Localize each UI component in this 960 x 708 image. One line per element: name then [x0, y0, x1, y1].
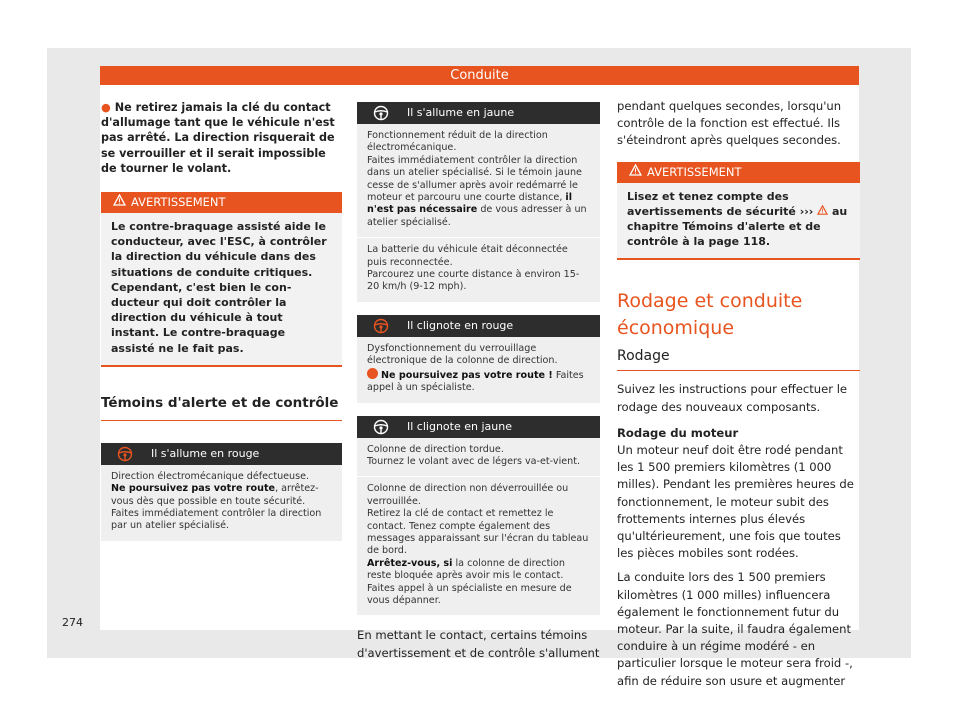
indicator-line: Fonctionnement réduit de la direction électromécanique. [367, 130, 548, 154]
indicator-text: Faites appel à un spécialiste. [367, 369, 584, 394]
indicator-body [357, 477, 600, 615]
bullet-paragraph [101, 100, 342, 176]
bullet-dot-icon: ● [101, 101, 111, 114]
indicator-title: Il clignote en jaune [407, 419, 512, 433]
indicator-body [357, 438, 600, 477]
indicator-line: Retirez la clé de contact et remettez le contact. Tenez compte également des messages apparaissant sur l'écran du tableau de bord. [367, 508, 589, 557]
indicator-text: la colonne de direction reste bloquée après avoir mis le contact. Faites appel à un spécialiste en mesure de vous dépanner. [367, 557, 572, 606]
indicator-title: Il s'allume en rouge [151, 446, 260, 460]
indicator-line [367, 155, 590, 229]
indicator-bold: il n'est pas nécessaire [367, 192, 572, 216]
warning-title: AVERTISSEMENT [131, 195, 226, 210]
indicator-yellow [357, 102, 600, 302]
subtitle: Rodage [617, 348, 860, 371]
indicator-blink-yellow [357, 416, 600, 616]
column-2 [357, 102, 600, 662]
steering-wheel-icon [117, 446, 133, 470]
indicator-bold: Arrêtez-vous, si [367, 557, 453, 569]
indicator-body [357, 337, 600, 403]
warning-text-part: Lisez et tenez compte des avertissements de sécurité ››› [627, 189, 814, 218]
indicator-line [367, 558, 590, 608]
column-3 [617, 98, 860, 690]
indicator-line: Colonne de direction non déverrouillée ou verrouillée. [367, 483, 569, 507]
indicator-body [101, 465, 342, 541]
body-paragraph: pendant quelques secondes, lorsqu'un contrôle de la fonction est effectué. Ils s'éteindront après quelques secondes. [617, 99, 842, 148]
column-1 [101, 96, 342, 541]
indicator-blink-red [357, 315, 600, 403]
indicator-text: Faites immédiatement contrôler la direction dans un atelier spécialisé. Si le témoin jaune cesse de s'allumer après avoir redémarré le moteur et parcouru une courte distance, [367, 154, 582, 204]
bullet-text: Ne retirez jamais la clé du contact d'allumage tant que le véhicule n'est pas arrêté. La direction risquerait de se verrouiller et il serait impossible de tourner le volant. [101, 101, 335, 175]
indicator-line [367, 368, 590, 395]
main-title: Rodage et conduite économique [617, 290, 803, 340]
indicator-body [357, 124, 600, 237]
indicator-line: La batterie du véhicule était déconnectée puis reconnectée. [367, 244, 568, 268]
warning-header [101, 192, 342, 213]
steering-wheel-icon [373, 105, 389, 129]
bold-heading: Rodage du moteur [617, 425, 739, 440]
indicator-line: Faites immédiatement contrôler la direction par un atelier spécialisé. [111, 508, 322, 532]
indicator-text: de vous adresser à un atelier spécialisé. [367, 204, 587, 228]
indicator-title: Il clignote en rouge [407, 318, 514, 332]
indicator-header [357, 315, 600, 337]
indicator-text: , arrêtez-vous dès que possible en toute sécurité. [111, 483, 319, 507]
section-title: Témoins d'alerte et de contrôle [101, 395, 342, 421]
page-number: 274 [62, 616, 83, 629]
body-paragraph: La conduite lors des 1 500 premiers kilomètres (1 000 milles) influencera également le fonctionnement futur du moteur. Par la suite, il faudra également conduire à un régime modéré - en particulier lorsque le moteur sera froid -, afin de réduire son usure et augmenter [617, 570, 853, 688]
indicator-header [101, 443, 342, 465]
warning-triangle-icon [113, 192, 126, 213]
indicator-line: Colonne de direction tordue. [367, 443, 504, 455]
warning-title: AVERTISSEMENT [647, 164, 742, 179]
warning-box [617, 162, 860, 261]
indicator-red [101, 443, 342, 541]
indicator-body [357, 238, 600, 302]
indicator-title: Il s'allume en jaune [407, 106, 515, 119]
indicator-bold: Ne poursuivez pas votre route ! [381, 369, 553, 381]
warning-triangle-icon [817, 205, 828, 218]
chapter-header: Conduite [100, 66, 859, 85]
warning-text-part: au chapitre Témoins d'alerte et de contrôle à la page 118. [627, 204, 848, 249]
warning-text: Le contre-braquage assisté aide le conducteur, avec l'ESC, à contrôler la direction du véhicule dans des situations de conduite critiques. Cependant, c'est bien le conducteur qui doit contrôler la direction du véhicule à tout instant. Le contre-braquage assisté ne le fait pas. [111, 220, 327, 355]
warning-triangle-icon [629, 162, 642, 183]
indicator-line: Tournez le volant avec de légers va-et-vient. [367, 455, 581, 467]
indicator-line: Dysfonctionnement du verrouillage électronique de la colonne de direction. [367, 342, 558, 367]
indicator-line: Direction électromécanique défectueuse. [111, 470, 310, 482]
indicator-line: Parcourez une courte distance à environ 15-20 km/h (9-12 mph). [367, 269, 580, 293]
steering-wheel-icon [373, 318, 389, 342]
body-paragraph: En mettant le contact, certains témoins d'avertissement et de contrôle s'allument [357, 628, 600, 660]
warning-header [617, 162, 860, 183]
body-paragraph: Suivez les instructions pour effectuer le rodage des nouveaux composants. [617, 382, 848, 414]
warning-box [101, 192, 342, 367]
indicator-header [357, 102, 600, 124]
indicator-line [111, 483, 332, 508]
red-circle-icon [367, 368, 378, 379]
body-paragraph: Un moteur neuf doit être rodé pendant les 1 500 premiers kilomètres (1 000 milles). Pendant les premières heures de fonctionnement, le moteur subit des frottements internes plus élevés qu'ultérieurement, une fois que toutes les pièces mobiles sont rodées. [617, 443, 854, 561]
steering-wheel-icon [373, 419, 389, 443]
indicator-header [357, 416, 600, 438]
indicator-bold: Ne poursuivez pas votre route [111, 483, 276, 495]
warning-text [617, 183, 860, 259]
